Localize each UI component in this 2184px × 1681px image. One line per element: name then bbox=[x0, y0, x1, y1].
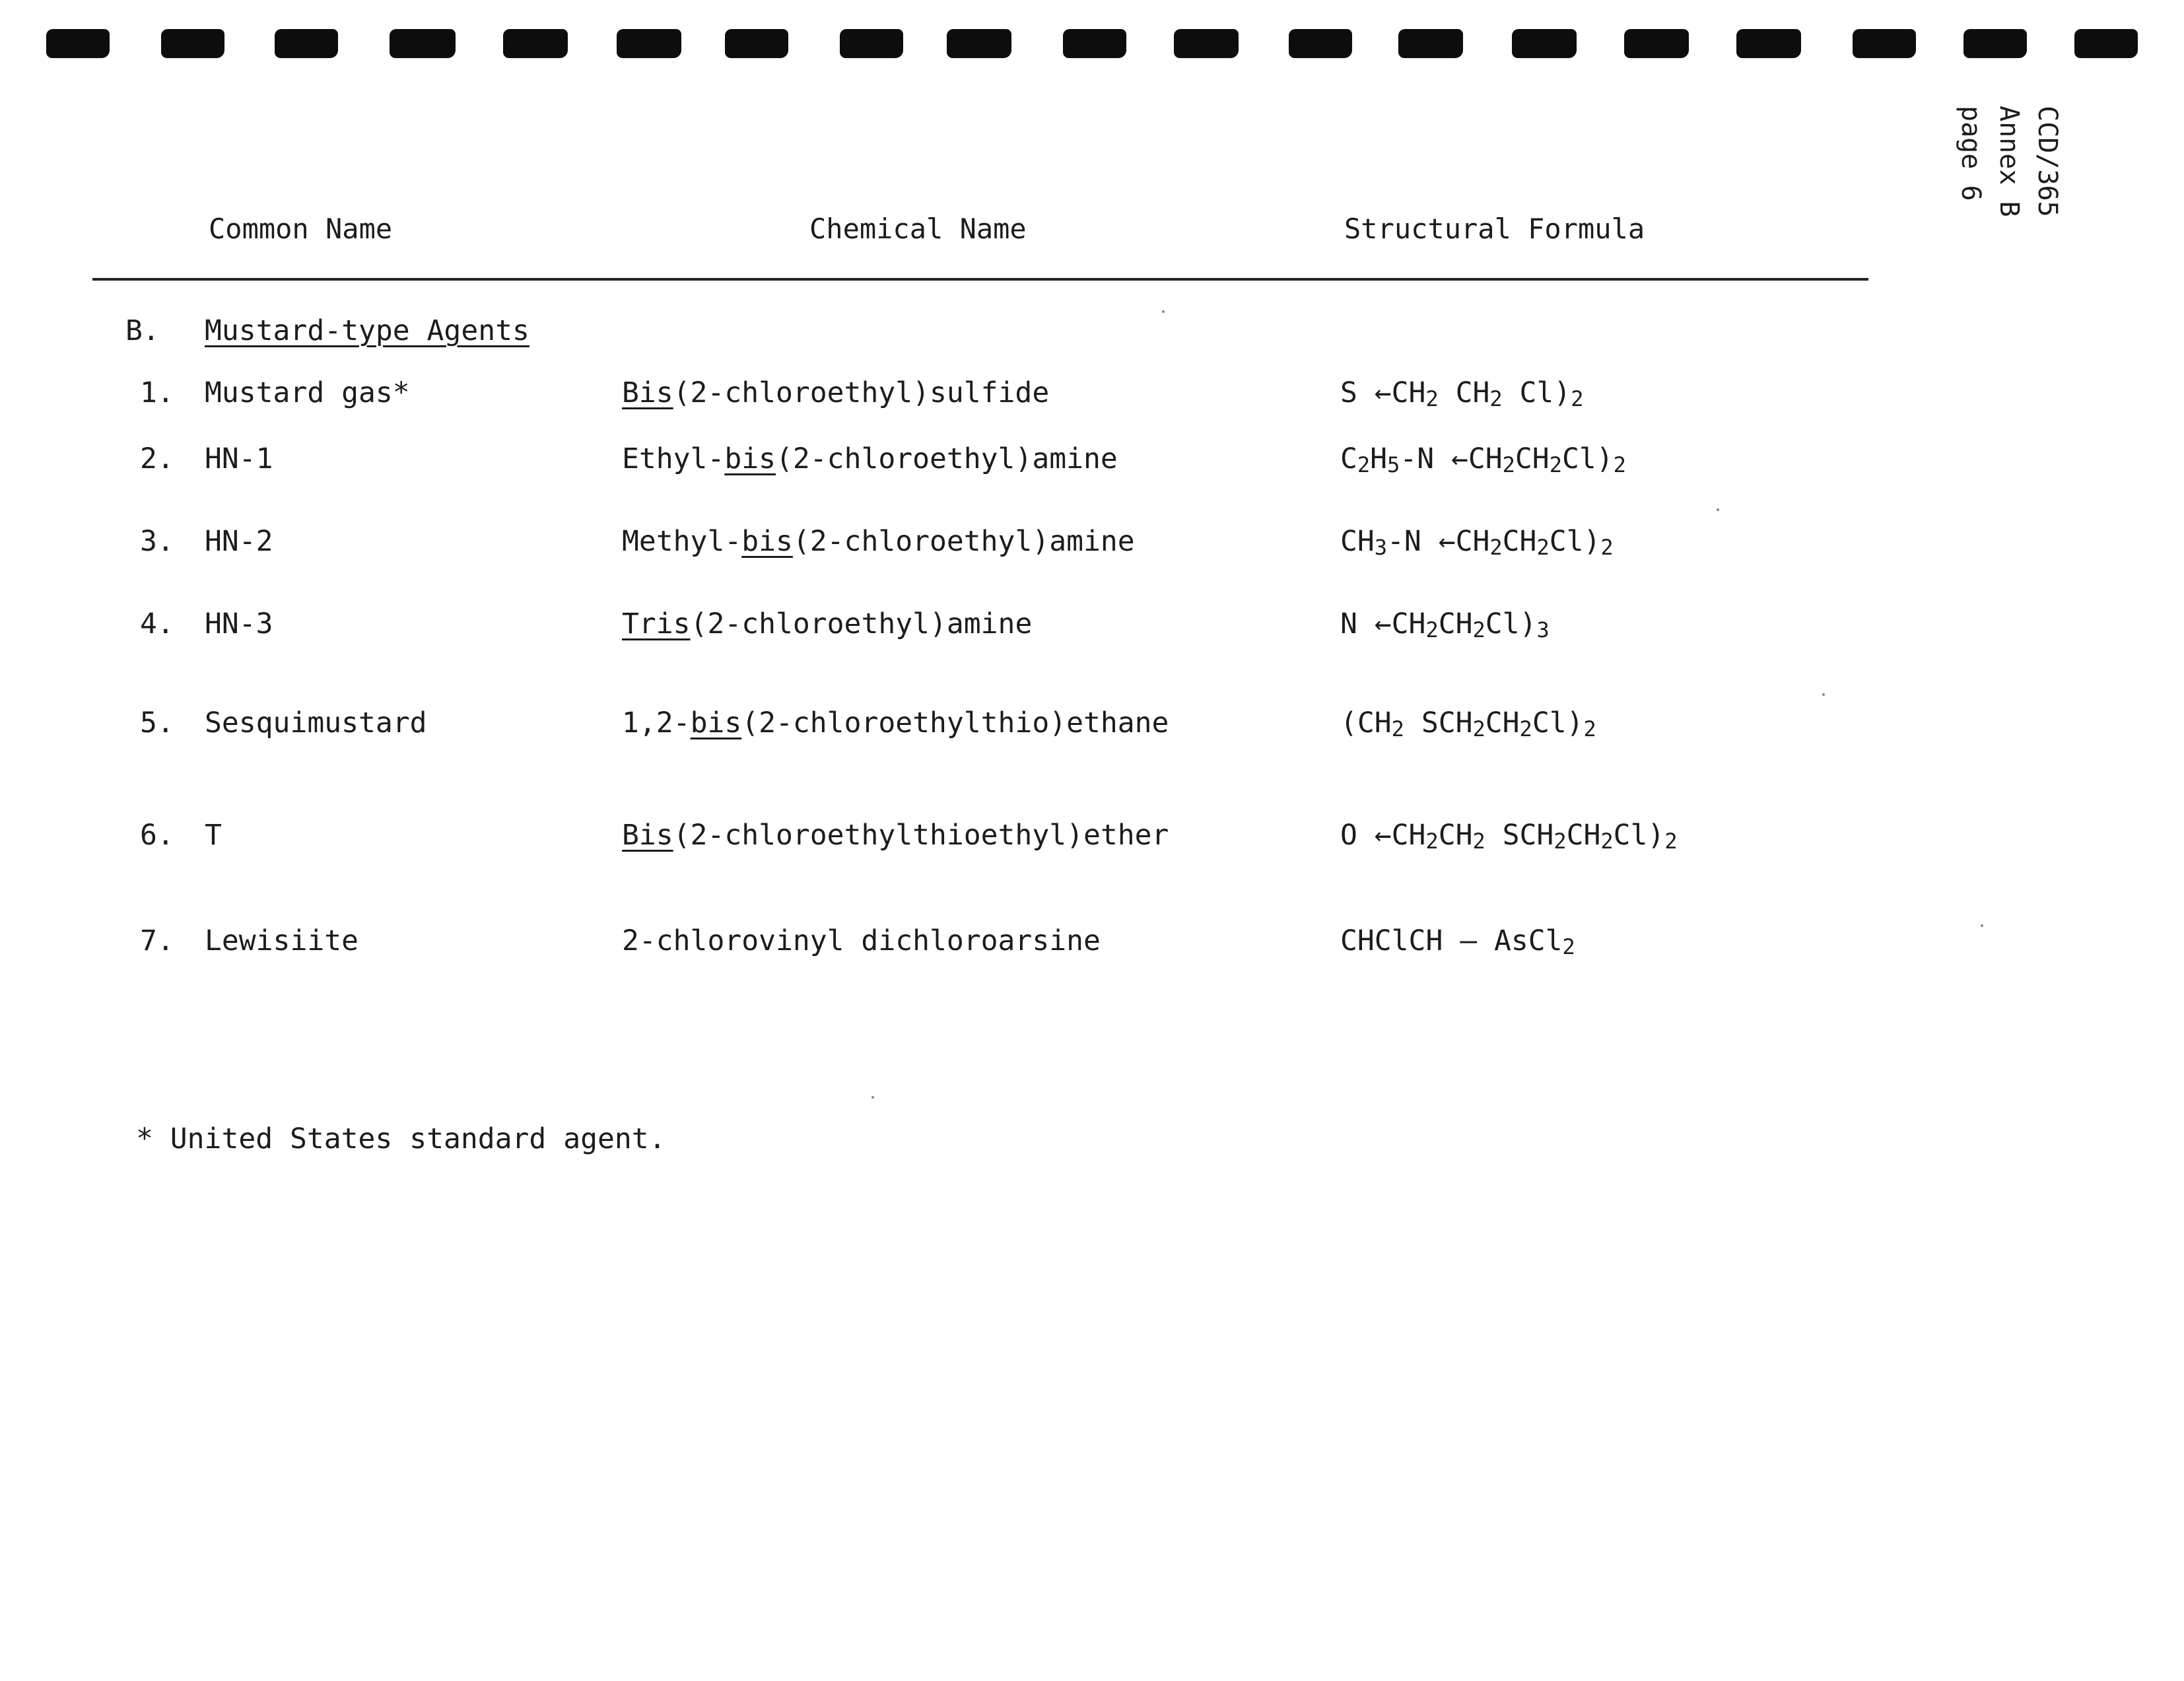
structural-formula: $CH_3-N$ $\leftarrow CH_2CH_2Cl)_2$ bbox=[1340, 525, 1614, 560]
section-letter: B. bbox=[125, 314, 160, 347]
chemical-name-part: (2-chloroethylthioethyl)ether bbox=[673, 819, 1169, 852]
punch-hole bbox=[1736, 29, 1801, 58]
chemical-prefix-underlined: bis bbox=[724, 442, 776, 475]
punch-hole bbox=[161, 29, 224, 58]
common-name: Lewisiite bbox=[205, 924, 358, 957]
structural-formula: N $\leftarrow CH_2CH_2Cl)_3$ bbox=[1340, 607, 1550, 642]
common-name: Mustard gas* bbox=[205, 376, 410, 409]
chemical-name-part: 1,2- bbox=[622, 706, 691, 739]
chemical-name bbox=[622, 442, 1118, 475]
chemical-name-part: Methyl- bbox=[622, 525, 742, 558]
chemical-name-part: (2-chloroethylthio)ethane bbox=[741, 706, 1169, 739]
chemical-name bbox=[622, 525, 1135, 558]
structural-formula: S $\leftarrow CH_2$ $CH_2$ $Cl)_2$ bbox=[1340, 376, 1584, 411]
common-name: T bbox=[205, 819, 222, 852]
punch-hole bbox=[1853, 29, 1916, 58]
common-name: Sesquimustard bbox=[205, 706, 427, 739]
chemical-prefix-underlined: bis bbox=[741, 525, 793, 558]
punch-hole bbox=[46, 29, 110, 58]
chemical-prefix-underlined: bis bbox=[690, 706, 742, 739]
chemical-name-part: (2-chloroethyl)amine bbox=[690, 607, 1033, 640]
scan-speck bbox=[1981, 924, 1983, 927]
row-number: 5. bbox=[140, 706, 174, 739]
chemical-name-part: (2-chloroethyl)sulfide bbox=[673, 376, 1050, 409]
scan-speck bbox=[1822, 693, 1825, 696]
common-name: HN-2 bbox=[205, 525, 273, 558]
scan-speck bbox=[871, 1096, 874, 1099]
row-number: 3. bbox=[140, 525, 174, 558]
punch-hole bbox=[1398, 29, 1463, 58]
structural-formula: O $\leftarrow CH_2CH_2$ $SCH_2CH_2Cl)_2$ bbox=[1340, 819, 1678, 854]
punch-hole bbox=[1624, 29, 1689, 58]
row-number: 6. bbox=[140, 819, 174, 852]
chemical-name-part: Ethyl- bbox=[622, 442, 725, 475]
structural-formula: $C_2H_5-N$ $\leftarrow CH_2CH_2Cl)_2$ bbox=[1340, 442, 1626, 477]
chemical-name bbox=[622, 376, 1049, 409]
chemical-name bbox=[622, 924, 1101, 957]
common-name: HN-1 bbox=[205, 442, 273, 475]
chemical-name-part: (2-chloroethyl)amine bbox=[792, 525, 1135, 558]
section-title: Mustard-type Agents bbox=[205, 314, 529, 347]
punch-hole bbox=[840, 29, 903, 58]
row-number: 1. bbox=[140, 376, 174, 409]
punch-hole bbox=[1063, 29, 1126, 58]
punch-hole bbox=[390, 29, 456, 58]
chemical-name bbox=[622, 706, 1169, 739]
punch-hole bbox=[1963, 29, 2027, 58]
chemical-prefix-underlined: Bis bbox=[622, 819, 673, 852]
chemical-name-part: 2-chlorovinyl dichloroarsine bbox=[622, 924, 1101, 957]
punch-hole bbox=[275, 29, 338, 58]
chemical-prefix-underlined: Tris bbox=[622, 607, 691, 640]
header-structural-formula: Structural Formula bbox=[1344, 213, 1645, 245]
structural-formula: ($CH_2$ $SCH_2CH_2Cl)_2$ bbox=[1340, 706, 1596, 741]
page-label: page 6 bbox=[1956, 106, 1986, 201]
punch-hole bbox=[1289, 29, 1352, 58]
annex-reference bbox=[1954, 106, 2066, 277]
structural-formula: CHClCH — AsCl$_2$ bbox=[1340, 924, 1575, 959]
chemical-prefix-underlined: Bis bbox=[622, 376, 673, 409]
common-name: HN-3 bbox=[205, 607, 273, 640]
chemical-name-part: (2-chloroethyl)amine bbox=[776, 442, 1118, 475]
punch-hole bbox=[725, 29, 788, 58]
row-number: 2. bbox=[140, 442, 174, 475]
chemical-name bbox=[622, 819, 1169, 852]
scan-speck bbox=[1717, 508, 1719, 511]
header-chemical-name: Chemical Name bbox=[809, 213, 1027, 245]
chemical-name bbox=[622, 607, 1032, 640]
punch-hole bbox=[617, 29, 681, 58]
punch-hole bbox=[1174, 29, 1239, 58]
scan-speck bbox=[1162, 310, 1165, 313]
document-id: CCD/365 bbox=[2032, 106, 2063, 217]
header-rule bbox=[92, 278, 1868, 281]
punch-hole bbox=[947, 29, 1011, 58]
row-number: 4. bbox=[140, 607, 174, 640]
punch-hole-strip bbox=[0, 0, 2184, 79]
punch-hole bbox=[2074, 29, 2138, 58]
punch-hole bbox=[1512, 29, 1577, 58]
punch-hole bbox=[503, 29, 568, 58]
annex-label: Annex B bbox=[1994, 106, 2024, 217]
header-common-name: Common Name bbox=[209, 213, 393, 245]
row-number: 7. bbox=[140, 924, 174, 957]
footnote: * United States standard agent. bbox=[136, 1122, 666, 1155]
